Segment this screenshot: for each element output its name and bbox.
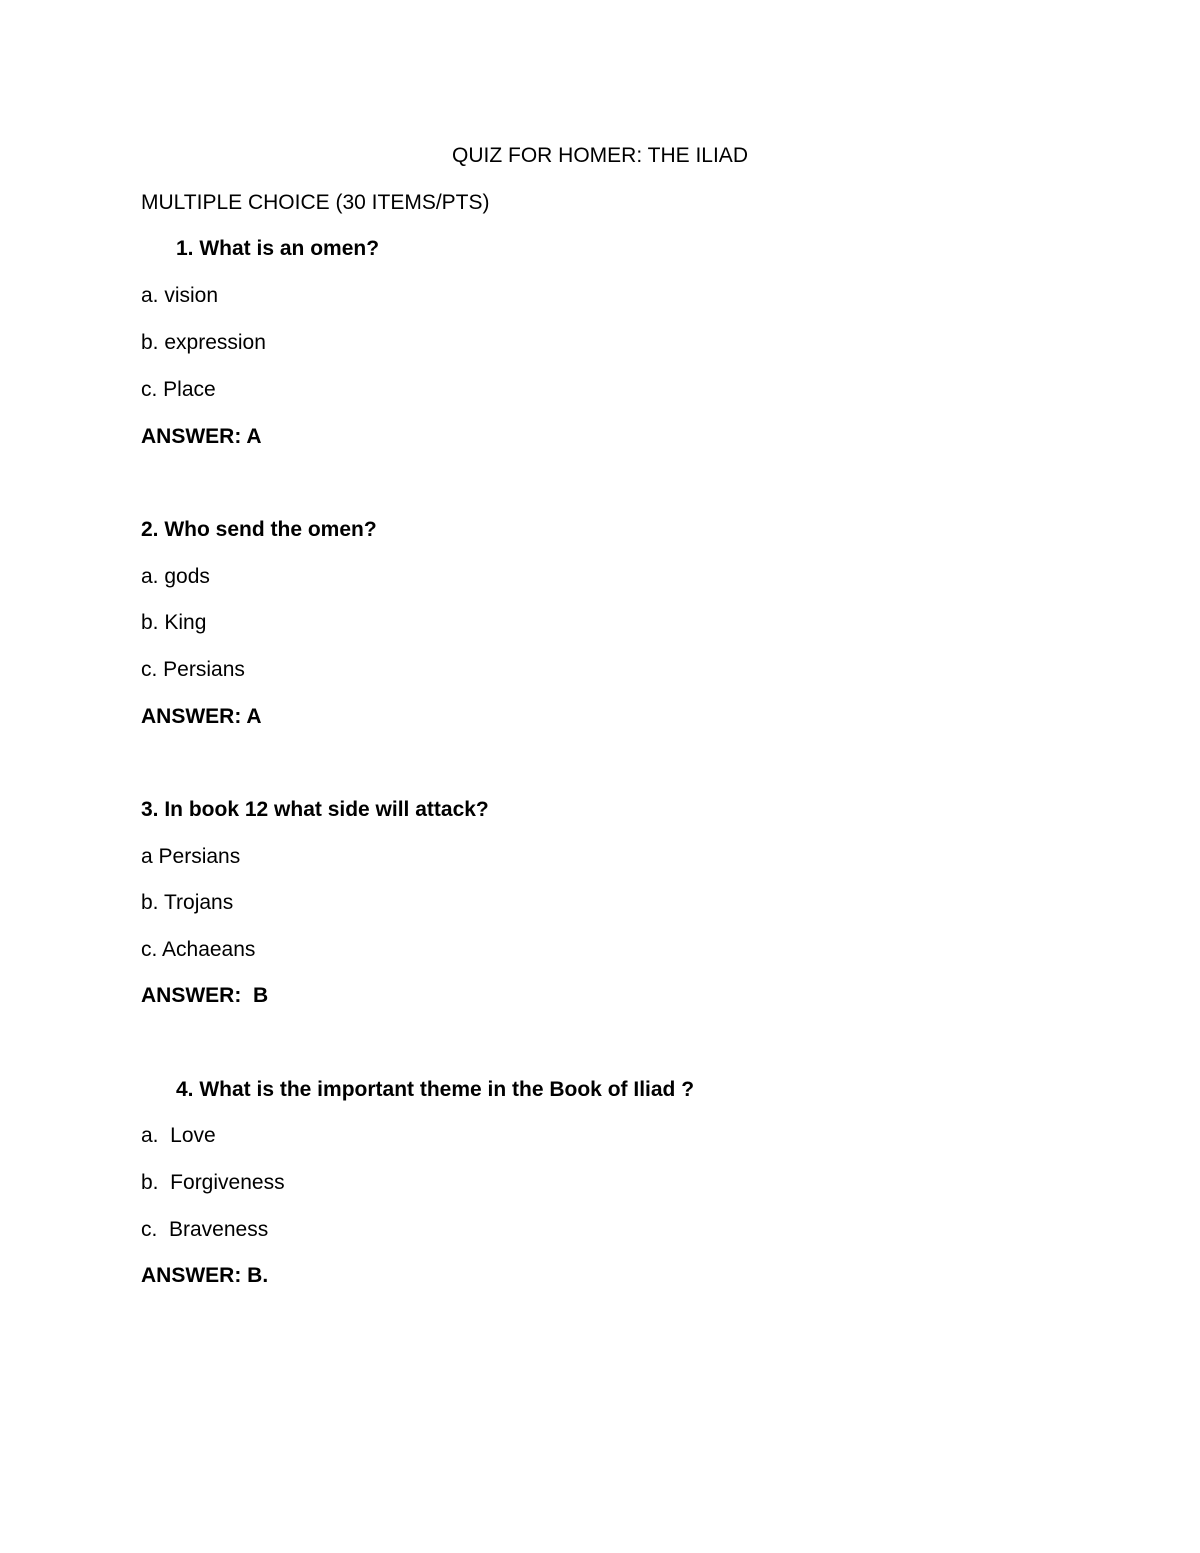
question-4-option-a: a. Love xyxy=(141,1124,216,1147)
question-2: 2. Who send the omen? xyxy=(141,518,377,541)
question-2-option-a: a. gods xyxy=(141,565,210,588)
question-1-answer: ANSWER: A xyxy=(141,425,262,448)
question-1-option-c: c. Place xyxy=(141,378,216,401)
question-1: 1. What is an omen? xyxy=(176,237,380,260)
page-title: QUIZ FOR HOMER: THE ILIAD xyxy=(452,144,748,167)
question-3-option-c: c. Achaeans xyxy=(141,938,256,961)
question-3: 3. In book 12 what side will attack? xyxy=(141,798,489,821)
question-3-option-a: a Persians xyxy=(141,845,241,868)
question-2-option-b: b. King xyxy=(141,611,207,634)
question-1-option-a: a. vision xyxy=(141,284,219,307)
question-4-option-b: b. Forgiveness xyxy=(141,1171,285,1194)
question-4-option-c: c. Braveness xyxy=(141,1218,269,1241)
question-1-option-b: b. expression xyxy=(141,331,266,354)
question-4-answer: ANSWER: B. xyxy=(141,1264,269,1287)
question-2-answer: ANSWER: A xyxy=(141,705,262,728)
section-heading: MULTIPLE CHOICE (30 ITEMS/PTS) xyxy=(141,191,490,214)
question-3-answer: ANSWER: B xyxy=(141,984,269,1007)
question-2-option-c: c. Persians xyxy=(141,658,245,681)
question-3-option-b: b. Trojans xyxy=(141,891,234,914)
question-4: 4. What is the important theme in the Book of Iliad ? xyxy=(176,1078,695,1101)
